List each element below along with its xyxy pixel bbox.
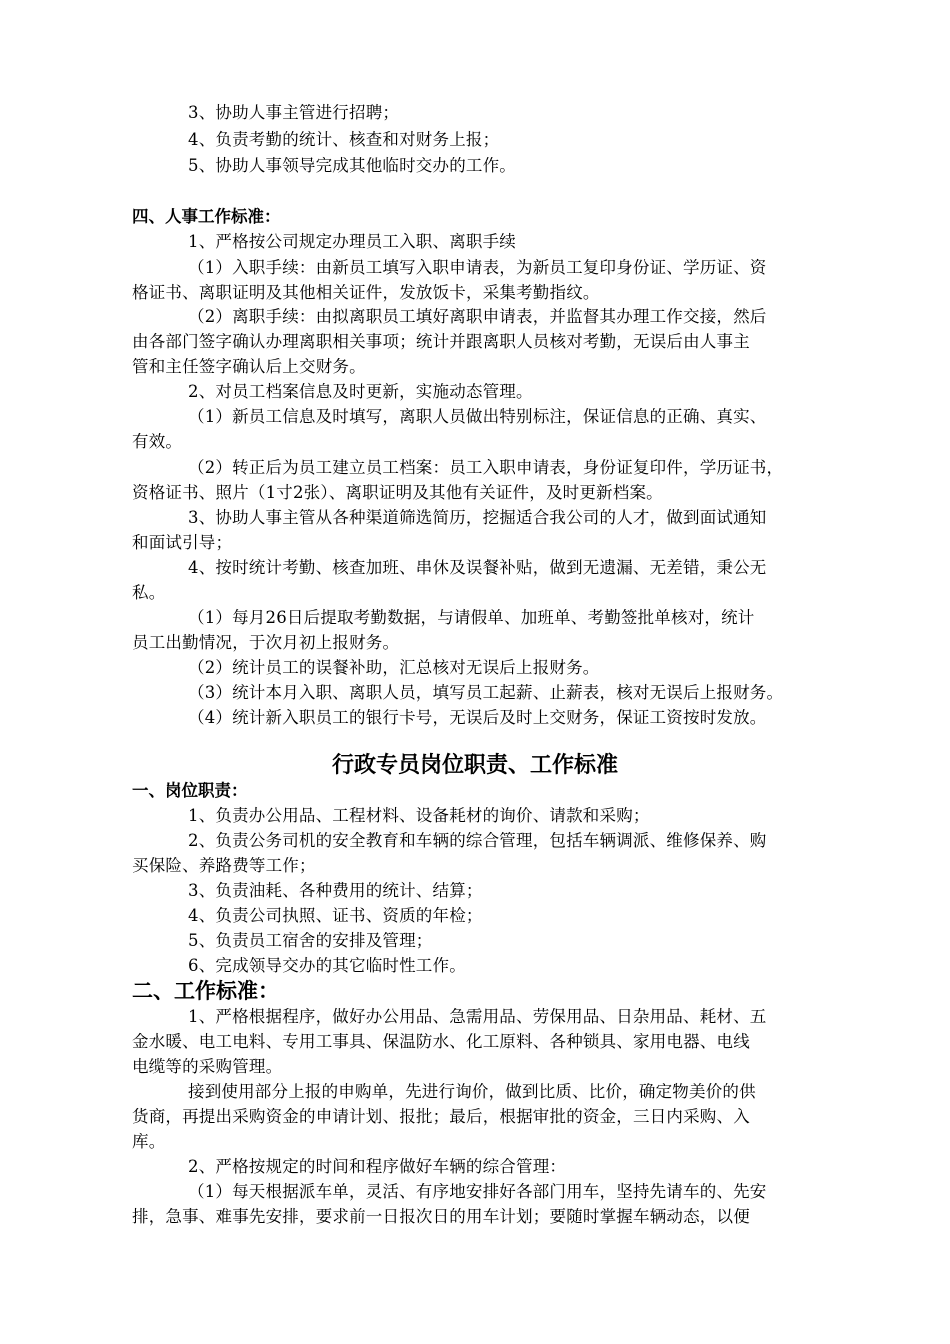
paragraph-line: 1、严格按公司规定办理员工入职、离职手续 [188,232,516,251]
paragraph-line: 1、严格根据程序，做好办公用品、急需用品、劳保用品、日杂用品、耗材、五 [188,1007,767,1026]
section-heading-duties: 一、岗位职责： [132,781,248,800]
duty-item: 买保险、养路费等工作； [132,856,316,875]
paragraph-line: （1）每天根据派车单，灵活、有序地安排好各部门用车，坚持先请车的、先安 [188,1182,767,1201]
paragraph-line: （3）统计本月入职、离职人员，填写员工起薪、止薪表，核对无误后上报财务。 [188,683,784,702]
duty-item: 5、协助人事领导完成其他临时交办的工作。 [188,156,516,175]
duty-item: 4、负责公司执照、证书、资质的年检； [188,906,483,925]
paragraph-line: 和面试引导； [132,533,233,552]
duty-item: 2、负责公务司机的安全教育和车辆的综合管理，包括车辆调派、维修保养、购 [188,831,767,850]
paragraph-line: （1）入职手续：由新员工填写入职申请表，为新员工复印身份证、学历证、资 [188,258,767,277]
paragraph-line: 员工出勤情况，于次月初上报财务。 [132,633,400,652]
duty-item: 5、负责员工宿舍的安排及管理； [188,931,433,950]
paragraph-line: 2、对员工档案信息及时更新，实施动态管理。 [188,382,533,401]
duty-item: 1、负责办公用品、工程材料、设备耗材的询价、请款和采购； [188,806,650,825]
section-heading-standards: 二、工作标准： [132,978,279,1003]
paragraph-line: 格证书、离职证明及其他相关证件，发放饭卡，采集考勤指纹。 [132,283,600,302]
paragraph-line: 货商，再提出采购资金的申请计划、报批；最后，根据审批的资金，三日内采购、入 [132,1107,750,1126]
paragraph-line: 管和主任签字确认后上交财务。 [132,357,366,376]
paragraph-line: （2）离职手续：由拟离职员工填好离职申请表，并监督其办理工作交接，然后 [188,307,767,326]
duty-item: 3、协助人事主管进行招聘； [188,103,400,122]
paragraph-line: 私。 [132,583,166,602]
paragraph-line: （4）统计新入职员工的银行卡号，无误后及时上交财务，保证工资按时发放。 [188,708,767,727]
duty-item: 3、负责油耗、各种费用的统计、结算； [188,881,483,900]
paragraph-line: （1）新员工信息及时填写，离职人员做出特别标注，保证信息的正确、真实、 [188,407,767,426]
paragraph-line: 资格证书、照片（1寸2张）、离职证明及其他有关证件，及时更新档案。 [132,483,663,502]
paragraph-line: 接到使用部分上报的申购单，先进行询价，做到比质、比价，确定物美价的供 [188,1082,756,1101]
paragraph-line: 排，急事、难事先安排，要求前一日报次日的用车计划；要随时掌握车辆动态，以便 [132,1207,750,1226]
paragraph-line: 由各部门签字确认办理离职相关事项；统计并跟离职人员核对考勤，无误后由人事主 [132,332,750,351]
paragraph-line: 库。 [132,1132,166,1151]
duty-item: 6、完成领导交办的其它临时性工作。 [188,956,466,975]
section-heading-hr-standards: 四、人事工作标准： [132,207,281,226]
paragraph-line: 有效。 [132,432,183,451]
paragraph-line: （1）每月26日后提取考勤数据，与请假单、加班单、考勤签批单核对，统计 [188,608,755,627]
paragraph-line: （2）统计员工的误餐补助，汇总核对无误后上报财务。 [188,658,600,677]
paragraph-line: 3、协助人事主管从各种渠道筛选简历，挖掘适合我公司的人才，做到面试通知 [188,508,767,527]
paragraph-line: （2）转正后为员工建立员工档案：员工入职申请表，身份证复印件，学历证书， [188,458,784,477]
paragraph-line: 2、严格按规定的时间和程序做好车辆的综合管理： [188,1157,567,1176]
page-title: 行政专员岗位职责、工作标准 [331,752,618,778]
paragraph-line: 电缆等的采购管理。 [132,1057,283,1076]
paragraph-line: 4、按时统计考勤、核查加班、串休及误餐补贴，做到无遗漏、无差错，秉公无 [188,558,767,577]
paragraph-line: 金水暖、电工电料、专用工事具、保温防水、化工原料、各种锁具、家用电器、电线 [132,1032,750,1051]
duty-item: 4、负责考勤的统计、核查和对财务上报； [188,130,500,149]
